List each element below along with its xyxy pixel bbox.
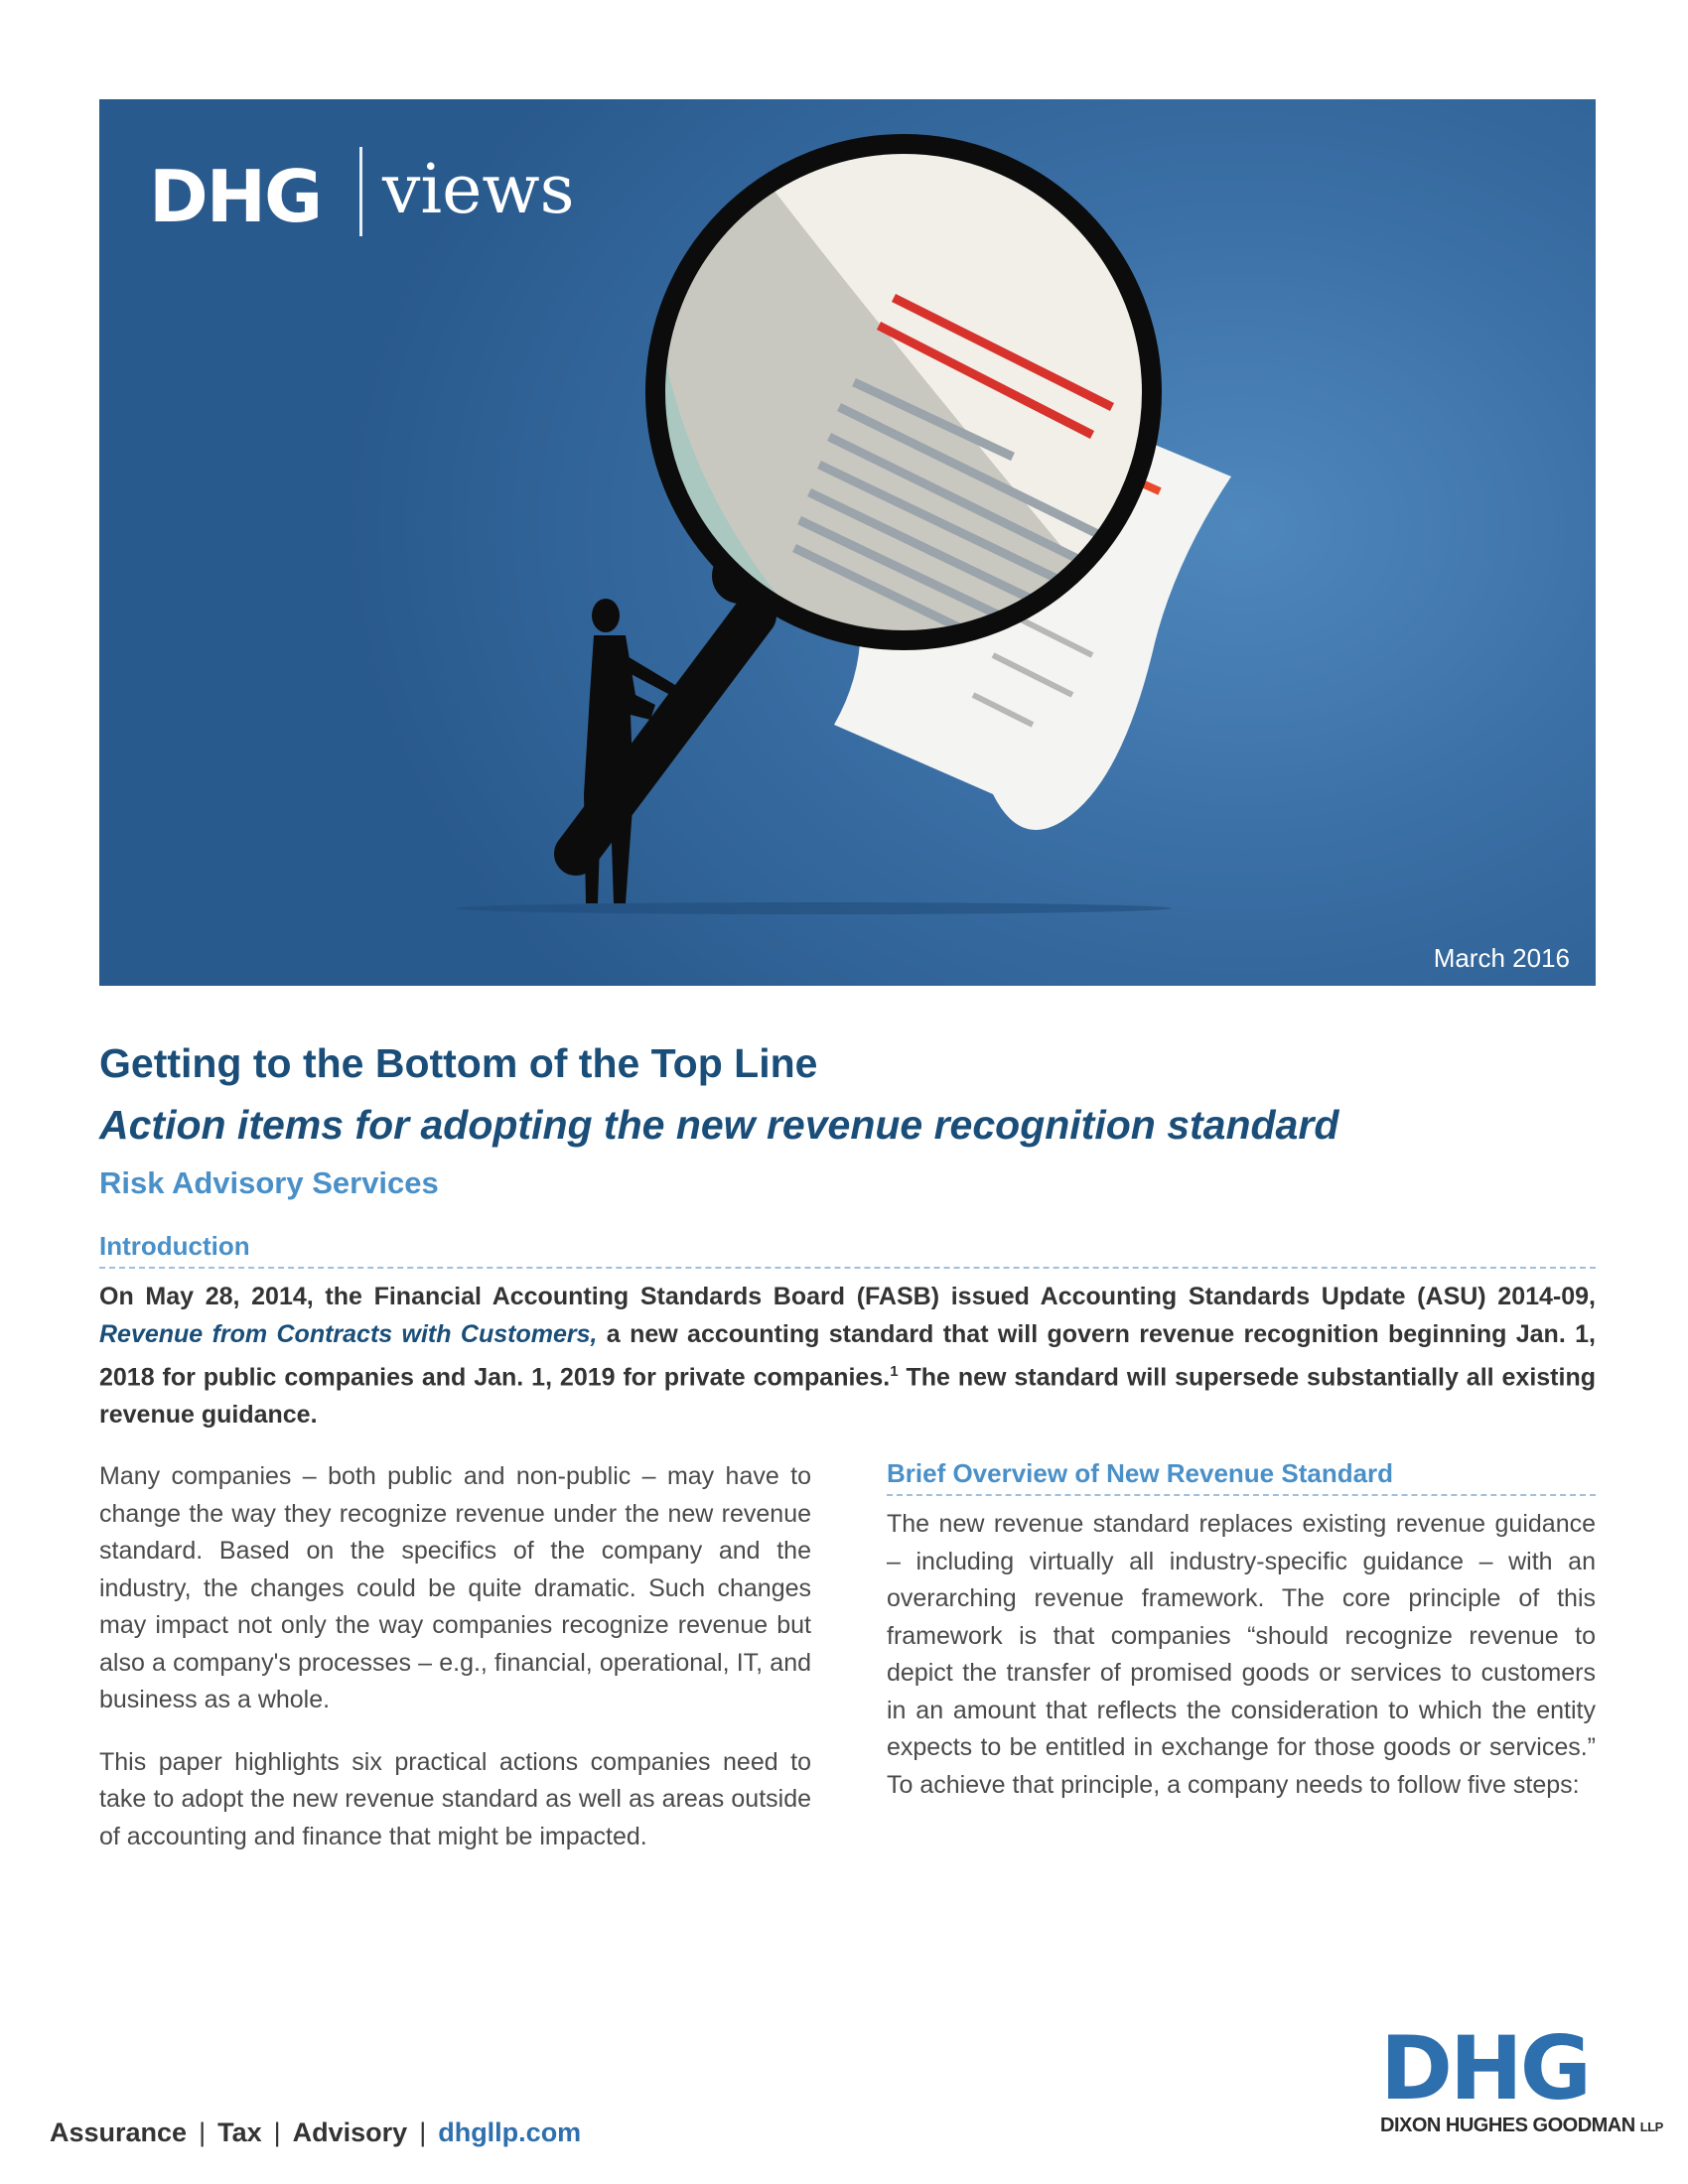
footer-assurance: Assurance [50, 2117, 188, 2147]
brand-subtitle: views [382, 151, 575, 229]
dhg-logo: DHG [149, 155, 322, 238]
left-column [99, 1458, 811, 1880]
overview-heading: Brief Overview of New Revenue Standard [887, 1458, 1596, 1496]
footer-services [50, 2117, 581, 2148]
footer-website-link[interactable]: dhgllp.com [438, 2117, 582, 2147]
right-column [887, 1506, 1596, 1804]
firm-name: DIXON HUGHES GOODMAN [1380, 2115, 1635, 2136]
intro-text-end: The new standard will supersede substantially all existing revenue guidance. [99, 1363, 1596, 1429]
footer-separator: | [419, 2117, 427, 2147]
intro-text-mid: a new accounting standard that will govern revenue recognition beginning Jan. 1, 2018 for public companies and Jan. 1, 2019 for private companies. [99, 1319, 1596, 1392]
introduction-paragraph [99, 1279, 1596, 1433]
footer-tax: Tax [217, 2117, 262, 2147]
magnifying-glass-illustration [99, 99, 1596, 986]
left-paragraph-2: This paper highlights six practical actions companies need to take to adopt the new revenue standard as well as areas outside of accounting and finance that might be impacted. [99, 1747, 811, 1850]
footer-advisory: Advisory [292, 2117, 408, 2147]
footer-logo-mark: DHG [1380, 2017, 1589, 2119]
intro-standard-title: Revenue from Contracts with Customers, [99, 1319, 598, 1348]
introduction-heading: Introduction [99, 1231, 1596, 1269]
left-paragraph-1: Many companies – both public and non-public – may have to change the way they recognize revenue under the new revenue standard. Based on the specifics of the company and the industry, the changes could be quite dramatic. Such changes may impact not only the way companies recognize revenue but also a company's processes – e.g., financial, operational, IT, and business as a whole. [99, 1462, 811, 1713]
document-title: Getting to the Bottom of the Top Line [99, 1040, 818, 1086]
footnote-marker[interactable]: 1 [890, 1363, 899, 1380]
footer-logo-name [1380, 2115, 1663, 2137]
intro-text-start: On May 28, 2014, the Financial Accounting Standards Board (FASB) issued Accounting Standards Update (ASU) 2014-09, [99, 1283, 1596, 1310]
footer-separator: | [199, 2117, 207, 2147]
hero-banner [99, 99, 1596, 986]
publication-date: March 2016 [1433, 943, 1570, 973]
right-paragraph-1: The new revenue standard replaces existing revenue guidance – including virtually all industry-specific guidance – with an overarching revenue framework. The core principle of this framework is that companies “should recognize revenue to depict the transfer of promised goods or services to customers in an amount that reflects the consideration to which the entity expects to be entitled in exchange for those goods or services.” To achieve that principle, a company needs to follow five steps: [887, 1510, 1596, 1799]
document-subtitle: Action items for adopting the new revenue recognition standard [99, 1102, 1339, 1148]
brand-divider [359, 147, 362, 236]
footer-separator: | [273, 2117, 281, 2147]
service-line: Risk Advisory Services [99, 1165, 439, 1200]
dhg-footer-logo [1370, 2017, 1663, 2144]
firm-llp: LLP [1639, 2119, 1663, 2134]
